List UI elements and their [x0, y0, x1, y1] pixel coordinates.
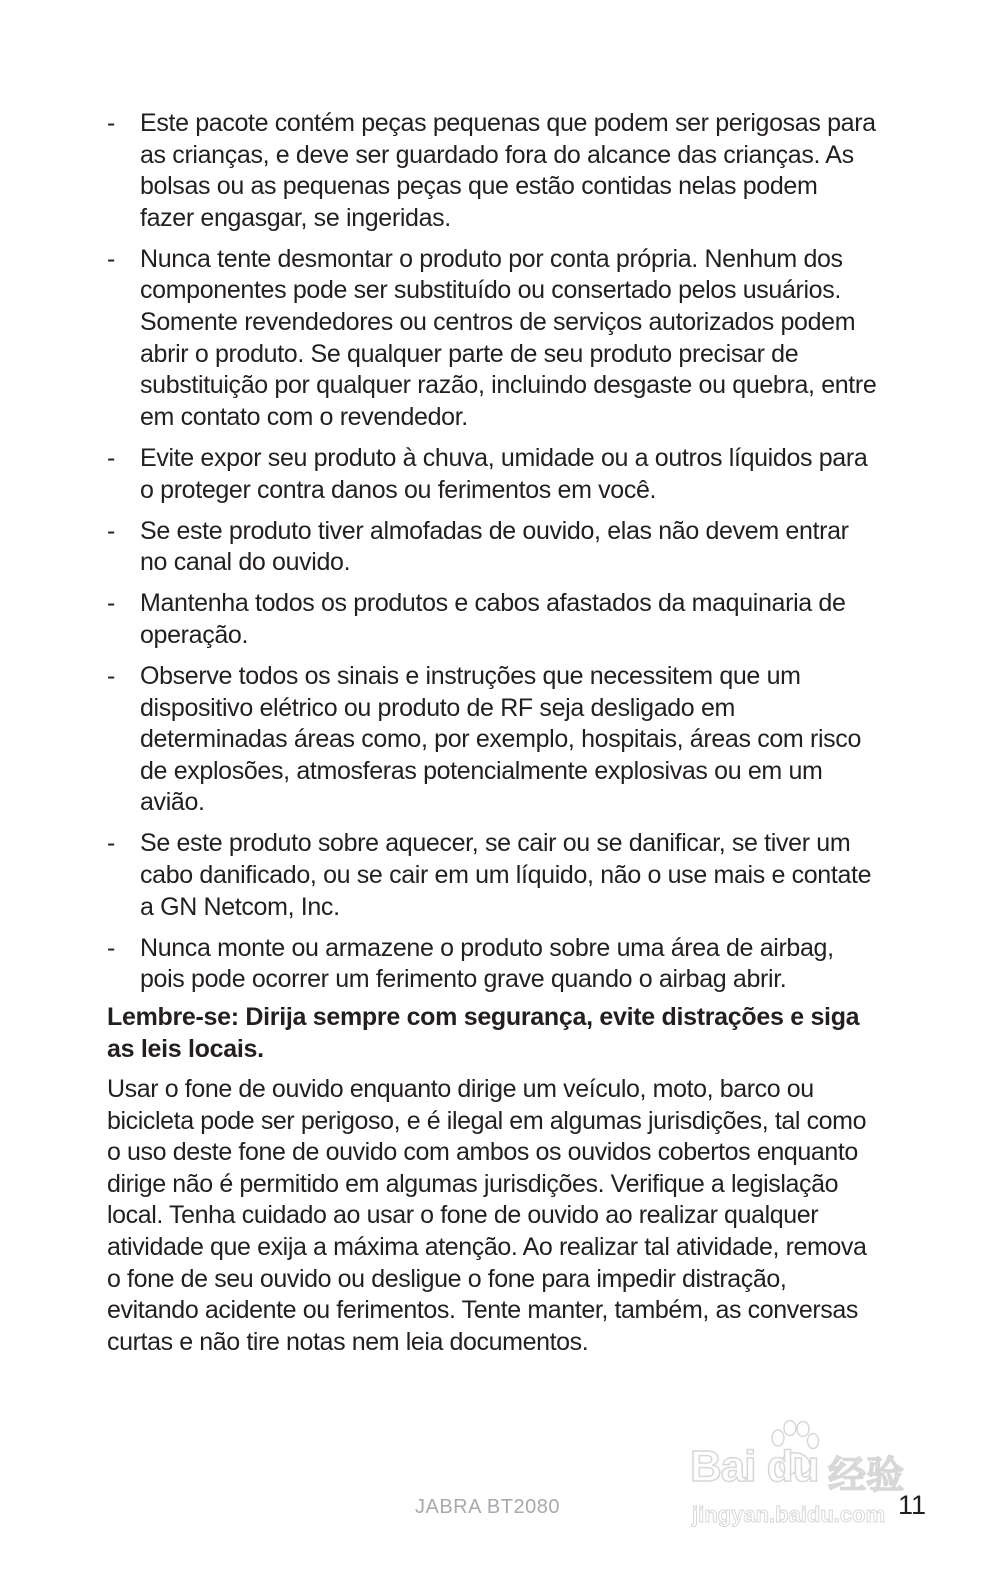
- watermark-url: jingyan.baidu.com: [692, 1502, 886, 1527]
- bullet-text: Nunca monte ou armazene o produto sobre uma área de airbag, pois pode ocorrer um ferimento grave quando o airbag abrir.: [140, 933, 834, 994]
- watermark-cn-text: 经验: [828, 1453, 905, 1497]
- bullet-marker: -: [107, 109, 115, 137]
- bullet-item: [107, 588, 877, 651]
- bullet-marker: -: [107, 589, 115, 618]
- bullet-item: [107, 516, 877, 579]
- bullet-text: Se este produto sobre aquecer, se cair ou se danificar, se tiver um cabo danificado, ou se cair em um líquido, não o use mais e contate a GN Netcom, Inc.: [140, 829, 872, 921]
- bullet-text: Nunca tente desmontar o produto por conta própria. Nenhum dos componentes pode ser substituído ou consertado pelos usuários. Somente revendedores ou centros de serviços autorizados podem abrir o produto. Se qualquer parte de seu produto precisar de substituição por qualquer razão, incluindo desgaste ou quebra, entre em contato com o revendedor.: [140, 244, 877, 431]
- bullet-text: Evite expor seu produto à chuva, umidade ou a outros líquidos para o proteger contra danos ou ferimentos em você.: [140, 443, 868, 504]
- bullet-marker: -: [107, 662, 115, 690]
- footer-product-name: JABRA BT2080: [415, 1496, 560, 1518]
- bullet-marker: -: [107, 244, 115, 273]
- bullet-marker: -: [107, 516, 115, 545]
- bullet-text: Se este produto tiver almofadas de ouvido, elas não devem entrar no canal do ouvido.: [140, 516, 849, 577]
- watermark-brand: Bai du: [690, 1442, 819, 1491]
- bullet-item: [107, 933, 877, 996]
- body-paragraph: Usar o fone de ouvido enquanto dirige um veículo, moto, barco ou bicicleta pode ser perigoso, e é ilegal em algumas jurisdições, tal como o uso deste fone de ouvido com ambos os ouvidos cobertos enquanto dirige não é permitido em algumas jurisdições. Verifique a legislação local. Tenha cuidado ao usar o fone de ouvido ao realizar qualquer atividade que exija a máxima atenção. Ao realizar tal atividade, remova o fone de seu ouvido ou desligue o fone para impedir distração, evitando acidente ou ferimentos. Tente manter, também, as conversas curtas e não tire notas nem leia documentos.: [107, 1075, 867, 1356]
- baidu-watermark: [690, 1420, 920, 1535]
- bullet-item: [107, 443, 877, 506]
- bullet-text: Observe todos os sinais e instruções que necessitem que um dispositivo elétrico ou produto de RF seja desligado em determinadas áreas como, por exemplo, hospitais, áreas com risco de explosões, atmosferas potencialmente explosivas ou em um avião.: [140, 662, 861, 817]
- bullet-item: [107, 828, 877, 923]
- bullet-marker: -: [107, 443, 115, 472]
- bullet-text: Este pacote contém peças pequenas que podem ser perigosas para as crianças, e deve ser guardado fora do alcance das crianças. As bolsas ou as pequenas peças que estão contidas nelas podem fazer engasgar, se ingeridas.: [140, 109, 876, 232]
- bullet-marker: -: [107, 933, 115, 962]
- page-number: 11: [898, 1490, 927, 1520]
- bullet-item: [107, 244, 877, 434]
- bullet-item: [107, 108, 877, 234]
- bullet-text: Mantenha todos os produtos e cabos afastados da maquinaria de operação.: [140, 589, 846, 649]
- bullet-marker: -: [107, 829, 115, 858]
- bullet-item: [107, 661, 877, 819]
- safety-bullet-list: [107, 108, 877, 1005]
- section-heading: Lembre-se: Dirija sempre com segurança, evite distrações e siga as leis locais.: [107, 1003, 860, 1063]
